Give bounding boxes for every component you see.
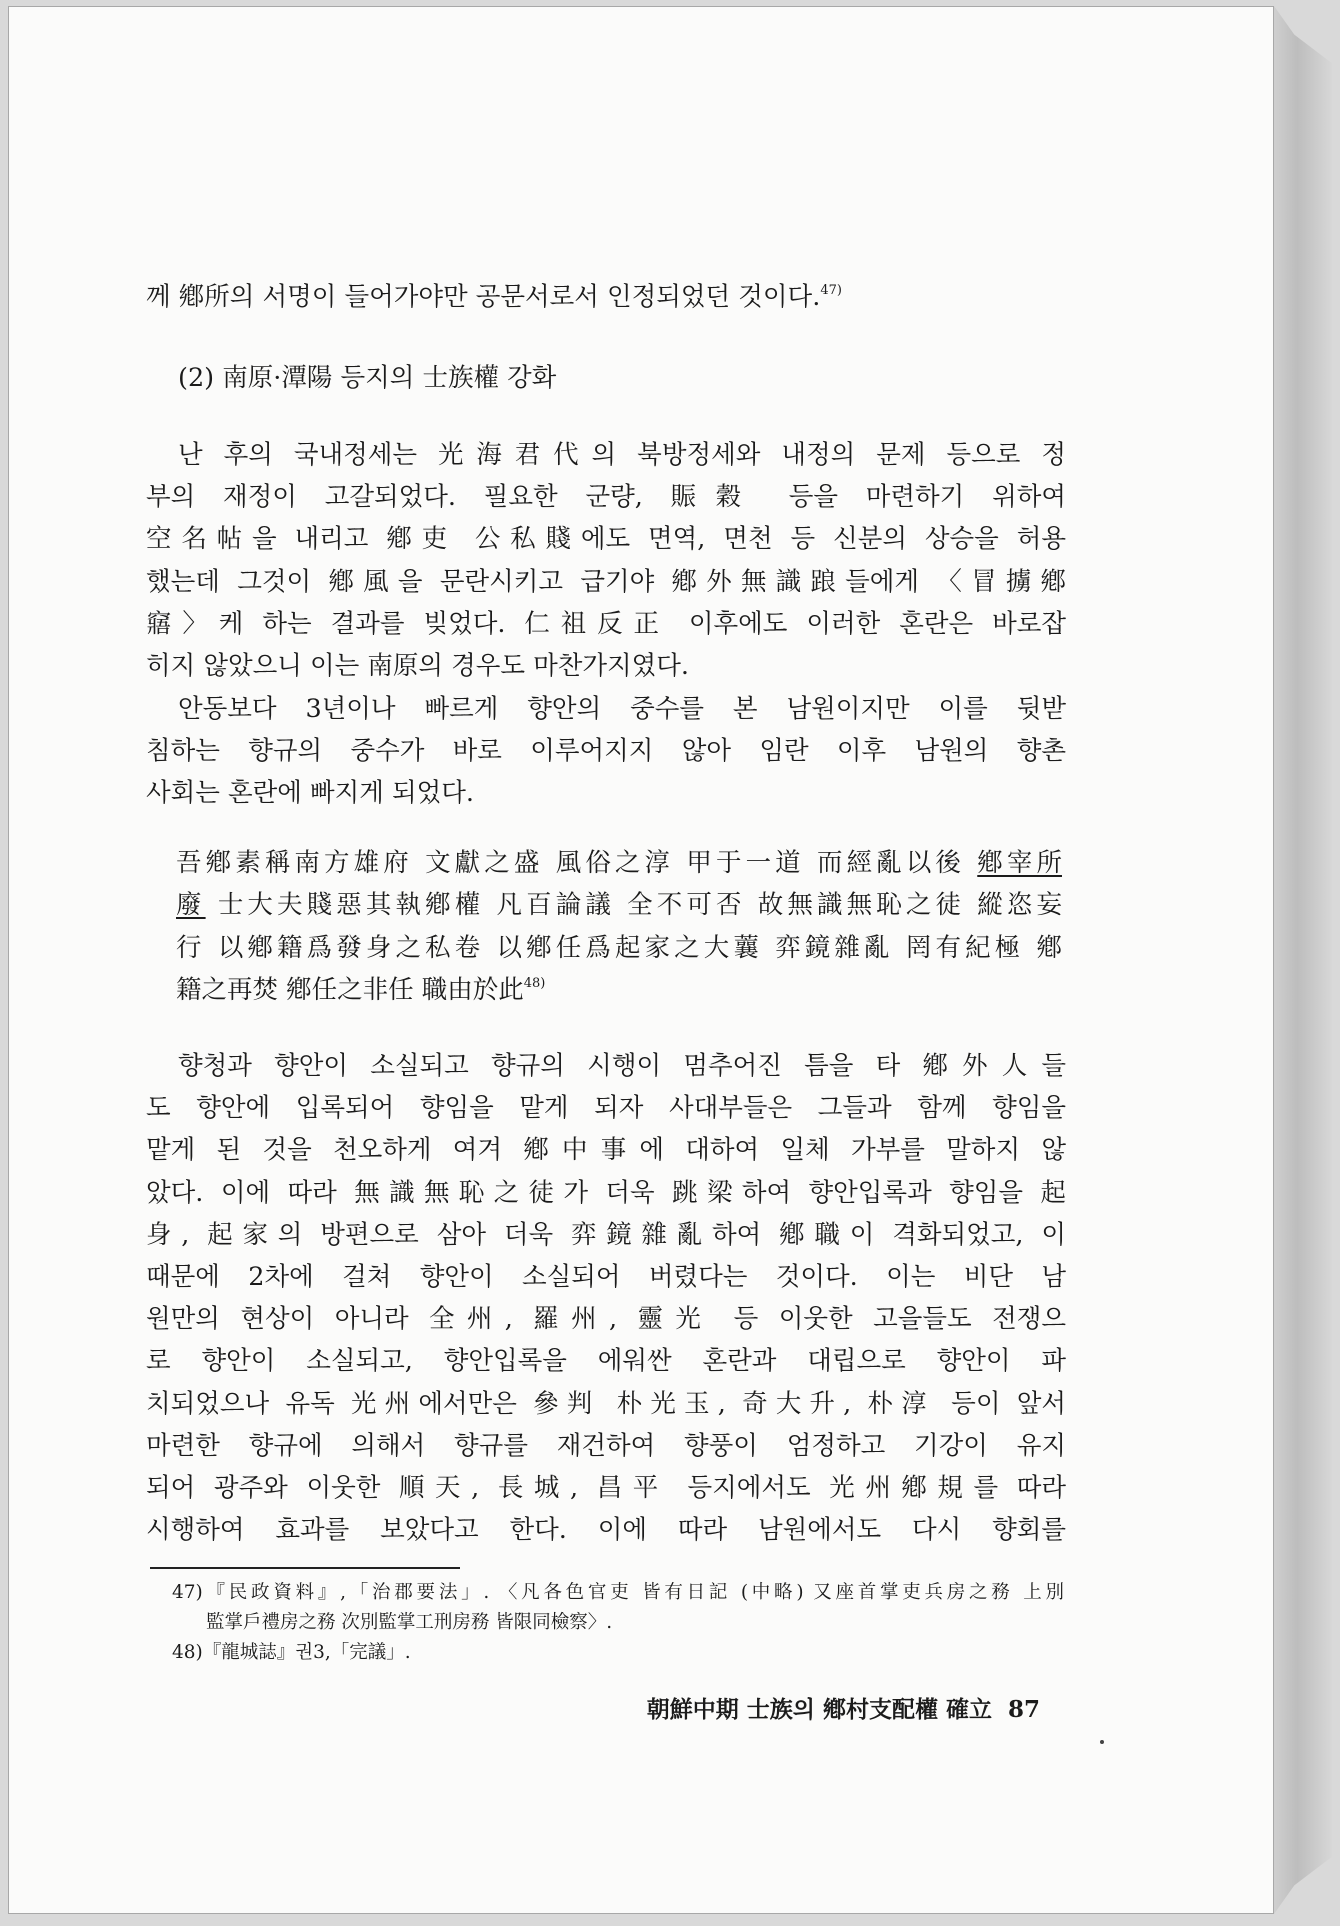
body-line: 도 향안에 입록되어 향임을 맡게 되자 사대부들은 그들과 함께 향임을 [146, 1093, 1066, 1124]
page-stack-edge [1274, 6, 1332, 1914]
print-speck [1100, 1740, 1104, 1744]
quote-text: 籍之再焚 鄕任之非任 職由於此 [176, 975, 524, 1006]
footnote-ref-47: 47) [820, 283, 842, 298]
body-line: 난 후의 국내정세는 光海君代의 북방정세와 내정의 문제 등으로 정 [178, 440, 1066, 470]
paragraph-1 [146, 434, 1066, 687]
body-line: 시행하여 효과를 보았다고 한다. 이에 따라 남원에서도 다시 향회를 [146, 1515, 1066, 1546]
quote-line-4 [176, 969, 1062, 1011]
quote-text: 士大夫賤惡其執鄕權 凡百論議 全不可否 故無識無恥之徒 縱恣妄 [205, 890, 1062, 921]
classical-quote [176, 842, 1062, 1012]
running-title: 朝鮮中期 士族의 鄕村支配權 確立 [646, 1696, 992, 1723]
footnote-47-continued: 監掌戶禮房之務 次別監掌工刑房務 皆限同檢察〉. [206, 1612, 613, 1633]
body-line: 안동보다 3년이나 빠르게 향안의 중수를 본 남원이지만 이를 뒷받 [178, 694, 1066, 724]
footnote-47: 47)『民政資料』,「治郡要法」. 〈凡各色官吏 皆有日記 (中略) 又座首掌吏兵房之務 上別 [172, 1582, 1064, 1603]
body-line: 향청과 향안이 소실되고 향규의 시행이 멈추어진 틈을 타 鄕外人들 [178, 1051, 1066, 1081]
body-line: 치되었으나 유독 光州에서만은 參判 朴光玉, 奇大升, 朴淳 등이 앞서 [146, 1388, 1066, 1419]
quote-line-1 [176, 842, 1062, 884]
body-line: 마련한 향규에 의해서 향규를 재건하여 향풍이 엄정하고 기강이 유지 [146, 1430, 1066, 1461]
body-line: 원만의 현상이 아니라 全州, 羅州, 靈光 등 이웃한 고을들도 전쟁으 [146, 1304, 1066, 1335]
quote-text: 吾鄕素稱南方雄府 文獻之盛 風俗之淳 甲于一道 而經亂以後 [176, 848, 966, 878]
footnote-ref-48: 48) [523, 976, 546, 992]
page-number: 87 [1007, 1696, 1040, 1723]
body-line: 맡게 된 것을 천오하게 여겨 鄕中事에 대하여 일체 가부를 말하지 않 [146, 1135, 1066, 1166]
body-line: 空名帖을 내리고 鄕吏 公私賤에도 면역, 면천 등 신분의 상승을 허용 [146, 524, 1066, 555]
paragraph-3 [146, 1045, 1066, 1551]
body-line: 때문에 2차에 걸쳐 향안이 소실되어 버렸다는 것이다. 이는 비단 남 [146, 1261, 1066, 1292]
quote-line-3: 行 以鄕籍爲發身之私卷 以鄕任爲起家之大蘘 弈鏡雜亂 罔有紀極 鄕 [176, 932, 1062, 963]
body-line: 했는데 그것이 鄕風을 문란시키고 급기야 鄕外無識踉들에게 〈冒擄鄕 [146, 566, 1066, 597]
section-heading: (2) 南原·潭陽 등지의 士族權 강화 [178, 363, 557, 393]
body-line: 부의 재정이 고갈되었다. 필요한 군량, 賑穀 등을 마련하기 위하여 [146, 482, 1066, 513]
body-line: 窹〉케 하는 결과를 빚었다. 仁祖反正 이후에도 이러한 혼란은 바로잡 [146, 608, 1066, 639]
paragraph-2 [146, 688, 1066, 815]
continuation-text: 께 鄕所의 서명이 들어가야만 공문서로서 인정되었던 것이다. [146, 282, 821, 312]
footnote-48: 48)『龍城誌』권3,「完議」. [172, 1642, 411, 1663]
body-line: 았다. 이에 따라 無識無恥之徒가 더욱 跳梁하여 향안입록과 향임을 起 [146, 1177, 1066, 1208]
quote-underlined: 鄕宰所 [977, 848, 1062, 878]
body-line: 身, 起家의 방편으로 삼아 더욱 弈鏡雜亂하여 鄕職이 격화되었고, 이 [146, 1219, 1066, 1250]
body-line: 침하는 향규의 중수가 바로 이루어지지 않아 임란 이후 남원의 향촌 [146, 736, 1066, 767]
footnotes [172, 1578, 1064, 1668]
quote-line-2 [176, 884, 1062, 926]
body-line: 사회는 혼란에 빠지게 되었다. [146, 778, 475, 809]
running-footer [600, 1695, 1040, 1725]
body-line: 히지 않았으니 이는 南原의 경우도 마찬가지였다. [146, 650, 690, 681]
quote-underlined: 廢 [176, 890, 206, 921]
footnote-divider [150, 1567, 460, 1569]
body-line: 되어 광주와 이웃한 順天, 長城, 昌平 등지에서도 光州鄕規를 따라 [146, 1472, 1066, 1503]
continuation-line [146, 276, 1066, 318]
body-line: 로 향안이 소실되고, 향안입록을 에워싼 혼란과 대립으로 향안이 파 [146, 1346, 1066, 1377]
